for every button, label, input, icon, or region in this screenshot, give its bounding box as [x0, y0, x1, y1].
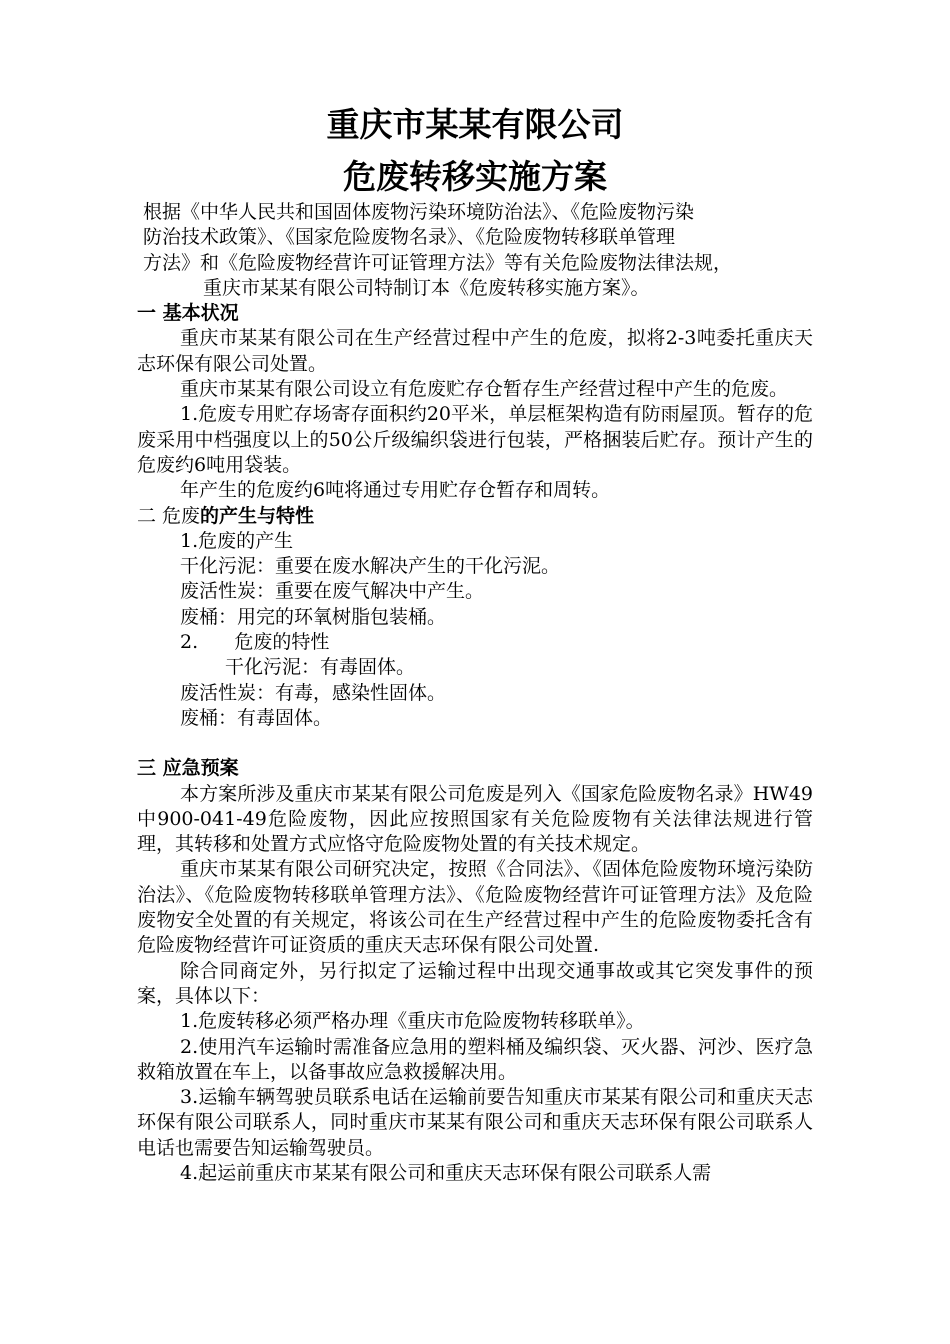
list-item: 干化污泥：有毒固体。: [225, 656, 416, 679]
list-item: 干化污泥：重要在废水解决产生的干化污泥。: [180, 555, 561, 578]
subheading: 1.危废的产生: [180, 529, 294, 552]
document-subtitle: 危废转移实施方案: [343, 157, 607, 196]
section-heading: 一 基本状况: [137, 302, 239, 325]
paragraph: 重庆市某某有限公司研究决定，按照《合同法》、《固体危险废物环境污染防治法》、《危险废物转移联单管理方法》、《危险废物经营许可证管理方法》及危险废物安全处置的有关规定，将该公司在生产经营过程中产生的危险废物委托含有危险废物经营许可证资质的重庆天志环保有限公司处置.: [137, 858, 813, 957]
section-heading: [137, 504, 813, 529]
list-item: 废桶：用完的环氧树脂包装桶。: [180, 605, 447, 628]
list-item: 4.起运前重庆市某某有限公司和重庆天志环保有限公司联系人需: [180, 1161, 712, 1184]
intro-line: 方法》和《危险废物经营许可证管理方法》等有关危险废物法律法规，: [143, 251, 733, 274]
paragraph: 1.危废专用贮存场寄存面积约20平米，单层框架构造有防雨屋顶。暂存的危废采用中档强度以上的50公斤级编织袋进行包装，严格捆装后贮存。预计产生的危废约6吨用袋装。: [137, 403, 813, 476]
list-item: 废活性炭：有毒，感染性固体。: [180, 681, 447, 704]
section-heading: 三 应急预案: [137, 757, 239, 780]
list-item: 2.使用汽车运输时需准备应急用的塑料桶及编织袋、灭火器、河沙、医疗急救箱放置在车上，以备事故应急救援解决用。: [137, 1035, 813, 1083]
section-heading-rest: 的产生与特性: [200, 504, 315, 527]
document-body: [137, 200, 813, 1186]
paragraph: 重庆市某某有限公司设立有危废贮存仓暂存生产经营过程中产生的危废。: [180, 378, 789, 401]
intro-line: 重庆市某某有限公司特制订本《危废转移实施方案》。: [203, 276, 650, 299]
list-item: 3.运输车辆驾驶员联系电话在运输前要告知重庆市某某有限公司和重庆天志环保有限公司联系人，同时重庆市某某有限公司和重庆天志环保有限公司联系人电话也需要告知运输驾驶员。: [137, 1086, 813, 1159]
spacer: [137, 731, 813, 756]
document-title: 重庆市某某有限公司: [326, 105, 624, 144]
paragraph: 除合同商定外，另行拟定了运输过程中出现交通事故或其它突发事件的预案，具体以下：: [137, 959, 813, 1007]
intro-line: 防治技术政策》、《国家危险废物名录》、《危险废物转移联单管理: [143, 226, 676, 249]
paragraph: 年产生的危废约6吨将通过专用贮存仓暂存和周转。: [180, 479, 611, 502]
list-item: 1.危废转移必须严格办理《重庆市危险废物转移联单》。: [180, 1010, 645, 1033]
intro-line: 根据《中华人民共和国固体废物污染环境防治法》、《危险废物污染: [143, 201, 695, 223]
section-heading-prefix: 二 危废: [137, 504, 201, 527]
subheading: 2. 危废的特性: [180, 631, 330, 654]
paragraph: 本方案所涉及重庆市某某有限公司危废是列入《国家危险废物名录》HW49中900-041-49危险废物，因此应按照国家有关危险废物有关法律法规进行管理，其转移和处置方式应恪守危险废物处置的有关技术规定。: [137, 782, 813, 856]
paragraph: 重庆市某某有限公司在生产经营过程中产生的危废，拟将2-3吨委托重庆天志环保有限公司处置。: [137, 327, 813, 375]
list-item: 废桶：有毒固体。: [180, 706, 333, 729]
list-item: 废活性炭：重要在废气解决中产生。: [180, 580, 485, 603]
